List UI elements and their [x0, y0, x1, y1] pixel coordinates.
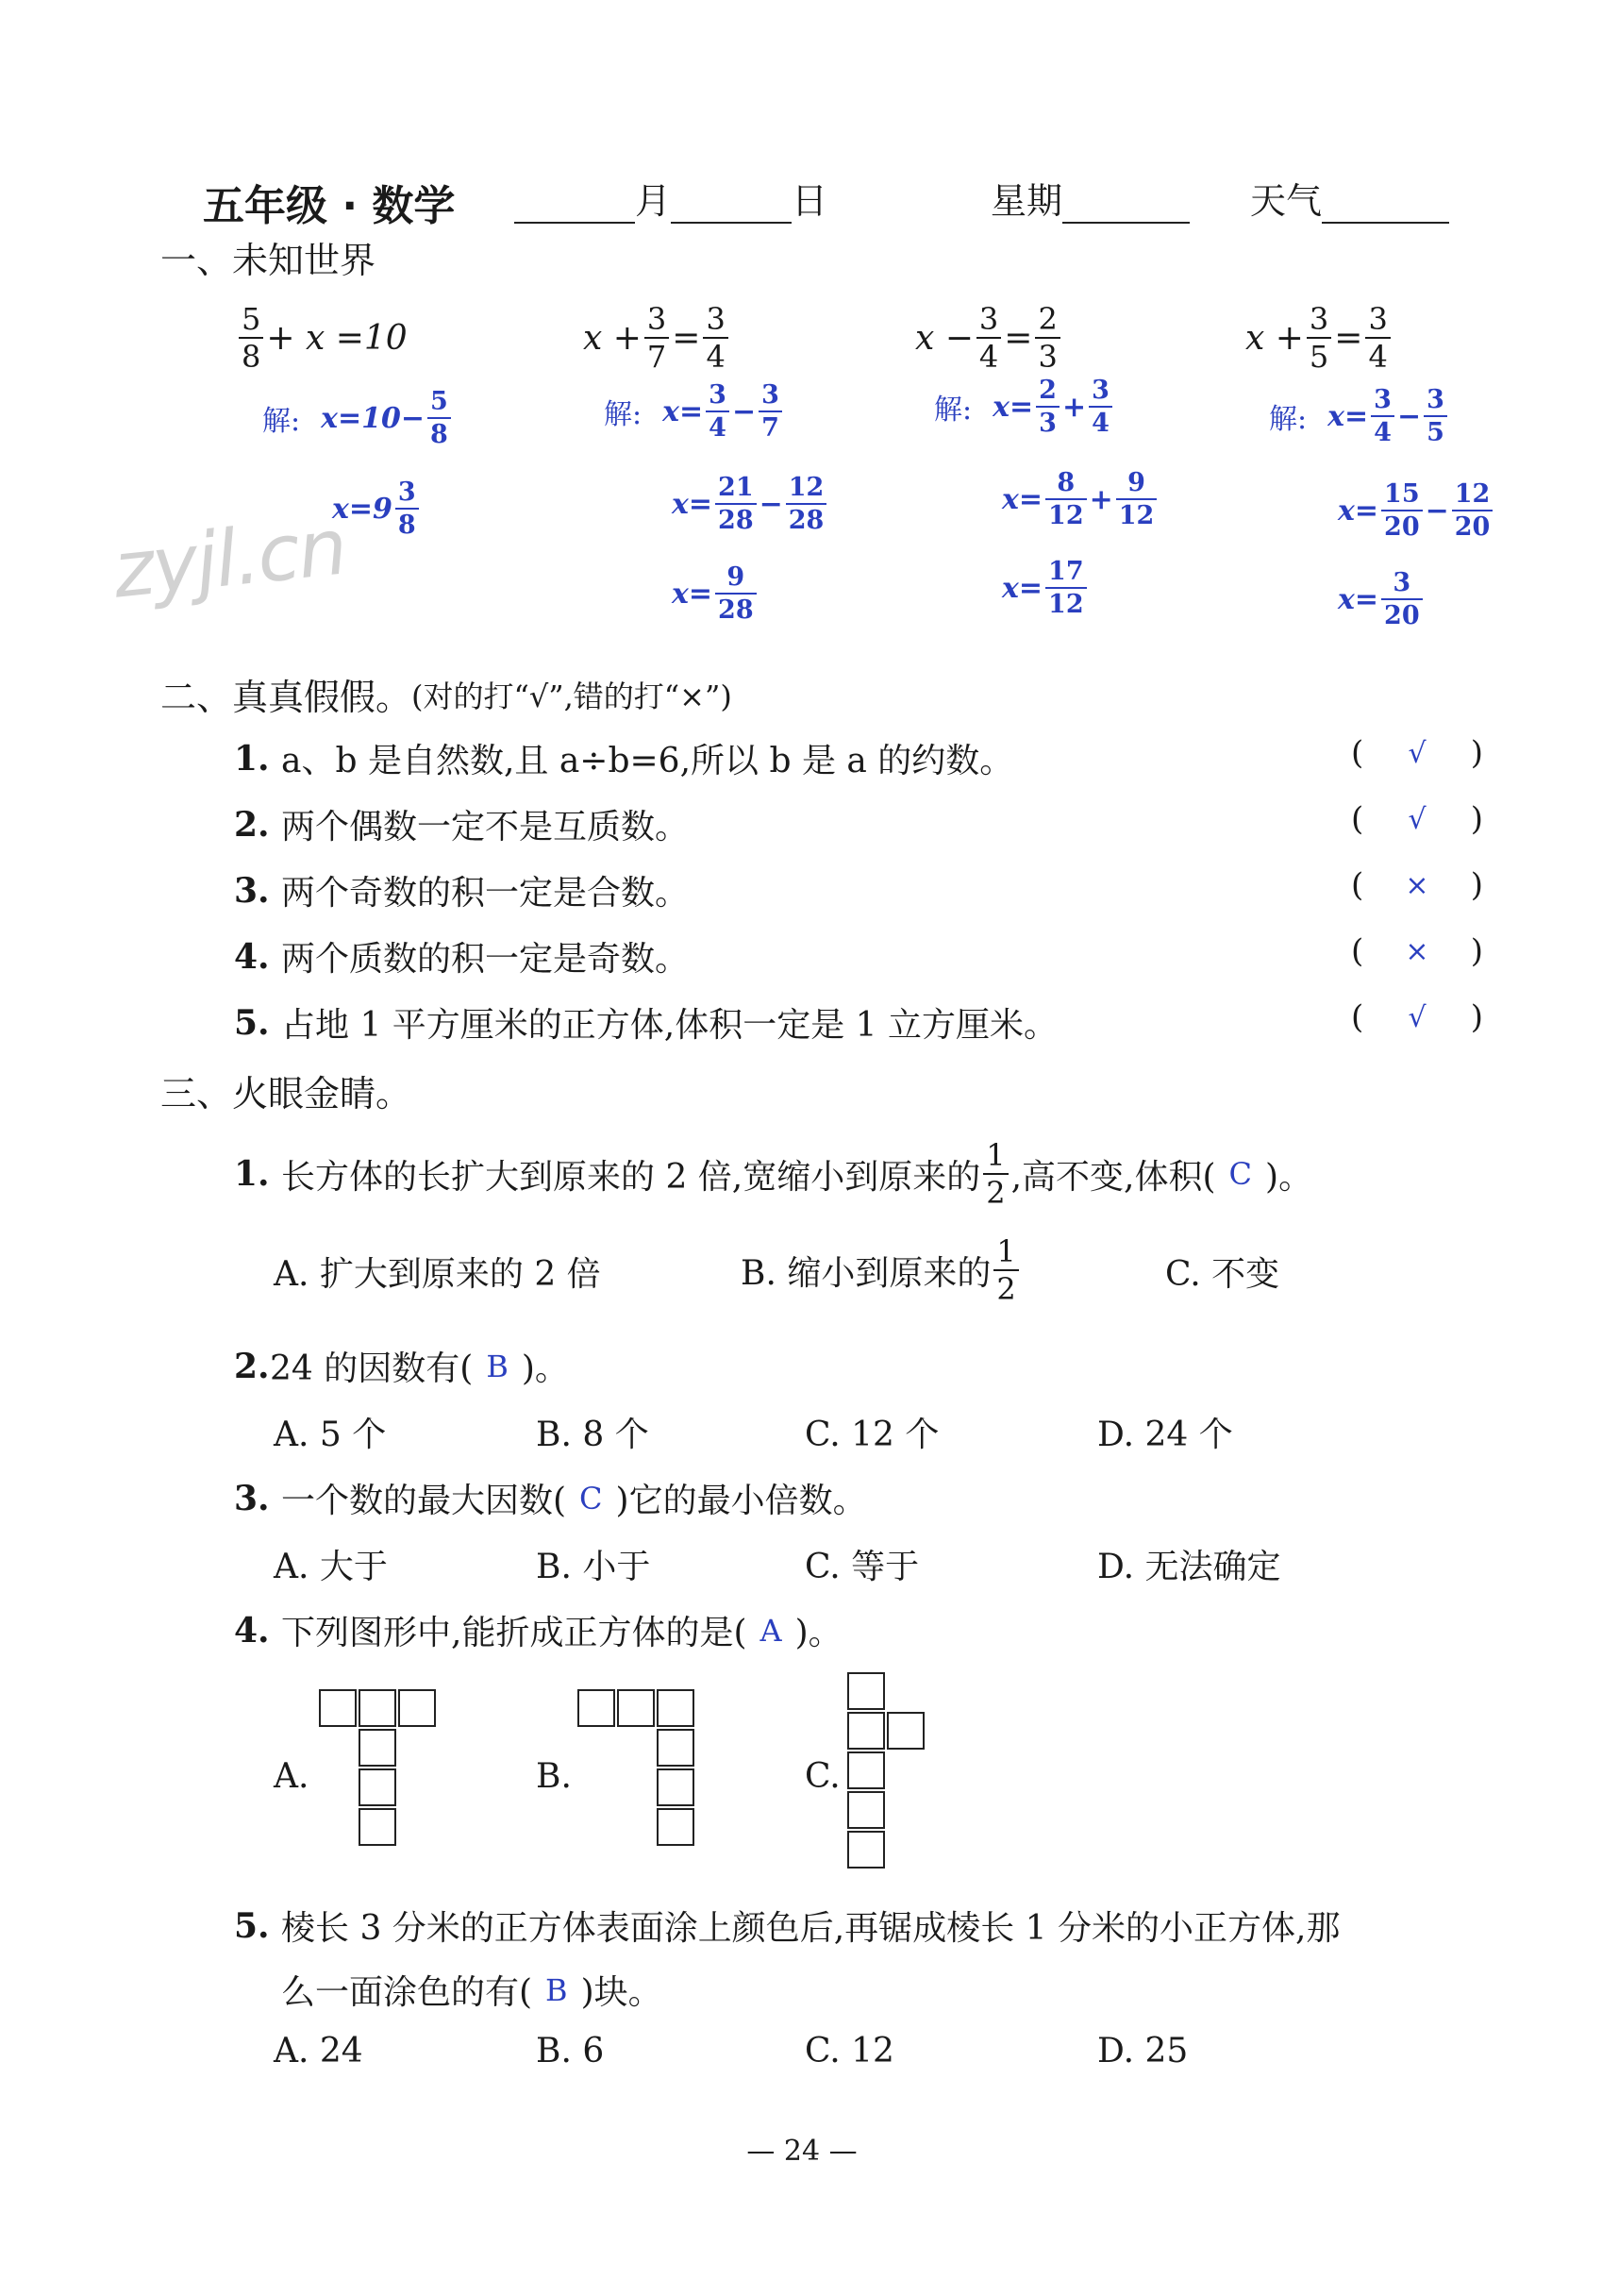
- solution-3-step-1: 解: x= $\frac{2}{3}$ + $\frac{3}{4}$: [934, 377, 1115, 436]
- mc-question-5-line-2: 么一面涂色的有( B )块。: [281, 1971, 662, 2012]
- watermark-text: zyjl.cn: [108, 502, 350, 616]
- fraction: $\frac{3}{4}$: [976, 304, 1001, 372]
- equation-2: x + $\frac{3}{7}$ = $\frac{3}{4}$: [583, 304, 731, 372]
- fraction: $\frac{3}{20}$: [1381, 570, 1423, 628]
- jie-label: 解:: [604, 398, 642, 431]
- cube-net-a: [319, 1689, 442, 1854]
- tf-text: a、b 是自然数,且 a÷b=6,所以 b 是 a 的约数。: [281, 742, 1014, 780]
- fraction: $\frac{3}{4}$: [703, 304, 727, 372]
- tf-answer-3: ( × ): [1351, 866, 1483, 904]
- net-square: [359, 1768, 396, 1806]
- answer-mark: B: [545, 1971, 568, 2008]
- tf-answer-2: ( √ ): [1351, 800, 1483, 838]
- fraction: $\frac{1}{2}$: [993, 1236, 1018, 1304]
- net-square: [398, 1689, 436, 1727]
- jie-label: 解:: [1269, 403, 1308, 436]
- solution-2-step-3: x= $\frac{9}{28}$: [672, 564, 759, 623]
- weekday-blank: [1062, 184, 1190, 224]
- equation-4: x + $\frac{3}{5}$ = $\frac{3}{4}$: [1245, 304, 1393, 372]
- net-square: [847, 1791, 885, 1829]
- net-square: [617, 1689, 655, 1727]
- q3-option-d: D. 无法确定: [1097, 1548, 1281, 1586]
- q1-option-a: A. 扩大到原来的 2 倍: [274, 1255, 601, 1294]
- jie-label: 解:: [934, 394, 973, 427]
- q2-option-a: A. 5 个: [274, 1416, 387, 1454]
- page-number: — 24 —: [746, 2135, 858, 2168]
- solution-4-step-3: x= $\frac{3}{20}$: [1338, 570, 1426, 628]
- q5-option-a: A. 24: [274, 2032, 363, 2070]
- page-title: 五年级 · 数学: [203, 182, 456, 230]
- tf-text: 两个奇数的积一定是合数。: [281, 874, 690, 913]
- tf-item-1: 1. a、b 是自然数,且 a÷b=6,所以 b 是 a 的约数。: [234, 734, 1013, 782]
- answer-mark: B: [486, 1348, 509, 1384]
- net-square: [847, 1712, 885, 1750]
- solution-2-step-1: 解: x= $\frac{3}{4}$ − $\frac{3}{7}$: [604, 382, 785, 441]
- tf-item-4: 4. 两个质数的积一定是奇数。: [234, 932, 689, 980]
- equation-3: x − $\frac{3}{4}$ = $\frac{2}{3}$: [915, 304, 1063, 372]
- net-square: [847, 1751, 885, 1789]
- solution-4-step-2: x= $\frac{15}{20}$ − $\frac{12}{20}$: [1338, 481, 1495, 540]
- fraction: $\frac{3}{4}$: [1365, 304, 1390, 372]
- q2-option-c: C. 12 个: [805, 1416, 940, 1454]
- mc-question-4: 4. 下列图形中,能折成正方体的是( A )。: [234, 1610, 843, 1652]
- fraction: $\frac{1}{2}$: [983, 1140, 1008, 1208]
- answer-mark: C: [1228, 1156, 1253, 1192]
- tf-text: 两个质数的积一定是奇数。: [281, 940, 690, 979]
- q1-option-c: C. 不变: [1165, 1255, 1280, 1294]
- net-square: [577, 1689, 615, 1727]
- fraction: $\frac{21}{28}$: [715, 475, 757, 533]
- net-square: [657, 1729, 694, 1767]
- q2-option-b: B. 8 个: [536, 1416, 649, 1454]
- solution-1-step-2: x=9 $\frac{3}{8}$: [332, 479, 422, 538]
- weather-label: 天气: [1250, 180, 1323, 222]
- equation-1: [236, 301, 408, 375]
- date-field: [514, 172, 827, 224]
- q3-option-b: B. 小于: [536, 1548, 651, 1586]
- fraction: $\frac{9}{12}$: [1116, 470, 1158, 528]
- q5-option-c: C. 12: [805, 2032, 894, 2070]
- equation-text: + x =10: [266, 318, 408, 358]
- net-square: [359, 1729, 396, 1767]
- tf-text: 两个偶数一定不是互质数。: [281, 808, 690, 846]
- cube-net-c: [847, 1672, 932, 1880]
- fraction: $\frac{2}{3}$: [1036, 377, 1060, 436]
- net-square: [657, 1689, 694, 1727]
- solution-1-step-1: 解: x=10− $\frac{5}{8}$: [262, 389, 454, 447]
- net-label-c: C.: [805, 1757, 841, 1796]
- net-square: [847, 1831, 885, 1869]
- net-square: [657, 1808, 694, 1846]
- fraction: $\frac{12}{28}$: [786, 475, 827, 533]
- net-square: [657, 1768, 694, 1806]
- fraction: $\frac{2}{3}$: [1035, 304, 1060, 372]
- day-blank: [671, 184, 792, 224]
- net-square: [319, 1689, 357, 1727]
- tf-item-3: 3. 两个奇数的积一定是合数。: [234, 866, 689, 914]
- solution-2-step-2: x= $\frac{21}{28}$ − $\frac{12}{28}$: [672, 475, 829, 533]
- fraction: $\frac{3}{5}$: [1424, 387, 1447, 445]
- tf-item-5: 5. 占地 1 平方厘米的正方体,体积一定是 1 立方厘米。: [234, 998, 1058, 1047]
- fraction: $\frac{5}{8}$: [427, 389, 451, 447]
- section-3-title: 三、火眼金睛。: [160, 1073, 412, 1114]
- tf-answer-4: ( × ): [1351, 932, 1483, 970]
- section-2-note: (对的打“√”,错的打“×”): [411, 678, 732, 714]
- q3-option-a: A. 大于: [274, 1548, 388, 1586]
- mc-question-2: 2. 24 的因数有( B )。: [234, 1346, 569, 1388]
- solution-4-step-1: 解: x= $\frac{3}{4}$ − $\frac{3}{5}$: [1269, 387, 1450, 445]
- tf-answer-1: ( √ ): [1351, 734, 1483, 772]
- month-label: 月: [635, 180, 672, 222]
- solution-3-step-3: x= $\frac{17}{12}$: [1002, 559, 1090, 617]
- fraction: $\frac{9}{28}$: [715, 564, 757, 623]
- fraction: $\frac{3}{7}$: [759, 382, 782, 441]
- fraction: $\frac{12}{20}$: [1452, 481, 1494, 540]
- answer-mark: C: [579, 1480, 603, 1517]
- q5-option-b: B. 6: [536, 2032, 605, 2070]
- weather-blank: [1322, 184, 1449, 224]
- weekday-label: 星期: [991, 180, 1063, 222]
- net-square: [359, 1689, 396, 1727]
- fraction: $\frac{3}{5}$: [1307, 304, 1331, 372]
- tf-answer-5: ( √ ): [1351, 998, 1483, 1036]
- jie-label: 解:: [262, 405, 301, 438]
- net-label-a: A.: [274, 1757, 309, 1796]
- solution-3-step-2: x= $\frac{8}{12}$ + $\frac{9}{12}$: [1002, 470, 1160, 528]
- section-2-title: 二、真真假假。: [160, 677, 412, 718]
- net-label-b: B.: [536, 1757, 572, 1796]
- fraction: $\frac{17}{12}$: [1045, 559, 1087, 617]
- fraction: $\frac{8}{12}$: [1045, 470, 1087, 528]
- q1-option-b: B. 缩小到原来的 $\frac{1}{2}$: [741, 1236, 1022, 1304]
- net-square: [887, 1712, 925, 1750]
- fraction: $\frac{3}{7}$: [644, 304, 669, 372]
- mc-question-3: 3. 一个数的最大因数( C )它的最小倍数。: [234, 1478, 867, 1520]
- net-square: [359, 1808, 396, 1846]
- fraction: $\frac{3}{4}$: [1371, 387, 1394, 445]
- q5-option-d: D. 25: [1097, 2032, 1189, 2070]
- section-2-heading: [160, 668, 732, 720]
- fraction: $\frac{5}{8}$: [239, 304, 263, 372]
- fraction: $\frac{15}{20}$: [1381, 481, 1423, 540]
- tf-item-2: 2. 两个偶数一定不是互质数。: [234, 800, 689, 848]
- section-1-title: 一、未知世界: [160, 240, 376, 281]
- q2-option-d: D. 24 个: [1097, 1416, 1233, 1454]
- weekday-field: [991, 172, 1190, 224]
- fraction: $\frac{3}{8}$: [395, 479, 419, 538]
- weather-field: [1250, 172, 1449, 224]
- answer-mark: A: [759, 1612, 782, 1649]
- q3-option-c: C. 等于: [805, 1548, 920, 1586]
- mc-question-1: 1. 长方体的长扩大到原来的 2 倍,宽缩小到原来的 $\frac{1}{2}$ ,高不变,体积( C )。: [234, 1137, 1313, 1211]
- month-blank: [514, 184, 635, 224]
- net-square: [847, 1672, 885, 1710]
- fraction: $\frac{3}{4}$: [706, 382, 729, 441]
- fraction: $\frac{3}{4}$: [1089, 377, 1112, 436]
- day-label: 日: [792, 180, 828, 222]
- tf-text: 占地 1 平方厘米的正方体,体积一定是 1 立方厘米。: [281, 1006, 1059, 1045]
- mc-question-5: 5. 棱长 3 分米的正方体表面涂上颜色后,再锯成棱长 1 分米的小正方体,那: [234, 1905, 1341, 1948]
- cube-net-b: [577, 1689, 700, 1854]
